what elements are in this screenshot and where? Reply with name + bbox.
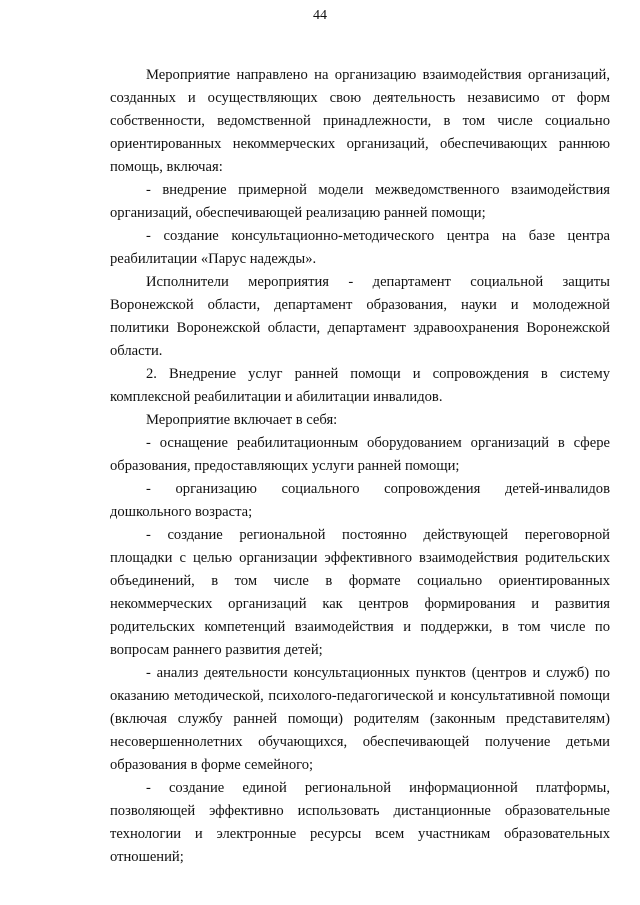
paragraph-item: - анализ деятельности консультационных пунктов (центров и служб) по оказанию методической, психолого-педагогической и консультативной помощи (включая службу ранней помощи) родителям (законным представителям) несовершеннолетних обучающихся, обеспечивающей получение детьми образования в форме семейного;: [110, 665, 610, 773]
paragraph-intro: Мероприятие направлено на организацию взаимодействия организаций, созданных и осуществляющих свою деятельность независимо от форм собственности, ведомственной принадлежности, в том числе социально ориентированных некоммерческих организаций, обеспечивающих раннюю помощь, включая:: [110, 67, 610, 175]
body-text: [110, 64, 610, 869]
paragraph-includes: Мероприятие включает в себя:: [146, 412, 338, 428]
paragraph-item: - оснащение реабилитационным оборудованием организаций в сфере образования, предоставляющих услуги ранней помощи;: [110, 435, 610, 474]
paragraph-item: - внедрение примерной модели межведомственного взаимодействия организаций, обеспечивающей реализацию ранней помощи;: [110, 182, 610, 221]
page-number: 44: [313, 8, 327, 23]
paragraph-section-2: 2. Внедрение услуг ранней помощи и сопровождения в систему комплексной реабилитации и абилитации инвалидов.: [110, 366, 610, 405]
paragraph-item: - создание единой региональной информационной платформы, позволяющей эффективно использовать дистанционные образовательные технологии и электронные ресурсы всем участникам образовательных отношений;: [110, 780, 610, 865]
paragraph-item: - создание региональной постоянно действующей переговорной площадки с целью организации эффективного взаимодействия родительских объединений, в том числе в формате социально ориентированных некоммерческих организаций как центров формирования и развития родительских компетенций взаимодействия и поддержки, в том числе по вопросам раннего развития детей;: [110, 527, 610, 658]
paragraph-executors: Исполнители мероприятия - департамент социальной защиты Воронежской области, департамент образования, науки и молодежной политики Воронежской области, департамент здравоохранения Воронежской области.: [110, 274, 610, 359]
paragraph-item: - организацию социального сопровождения детей-инвалидов дошкольного возраста;: [110, 481, 610, 520]
paragraph-item: - создание консультационно-методического центра на базе центра реабилитации «Парус надежды».: [110, 228, 610, 267]
